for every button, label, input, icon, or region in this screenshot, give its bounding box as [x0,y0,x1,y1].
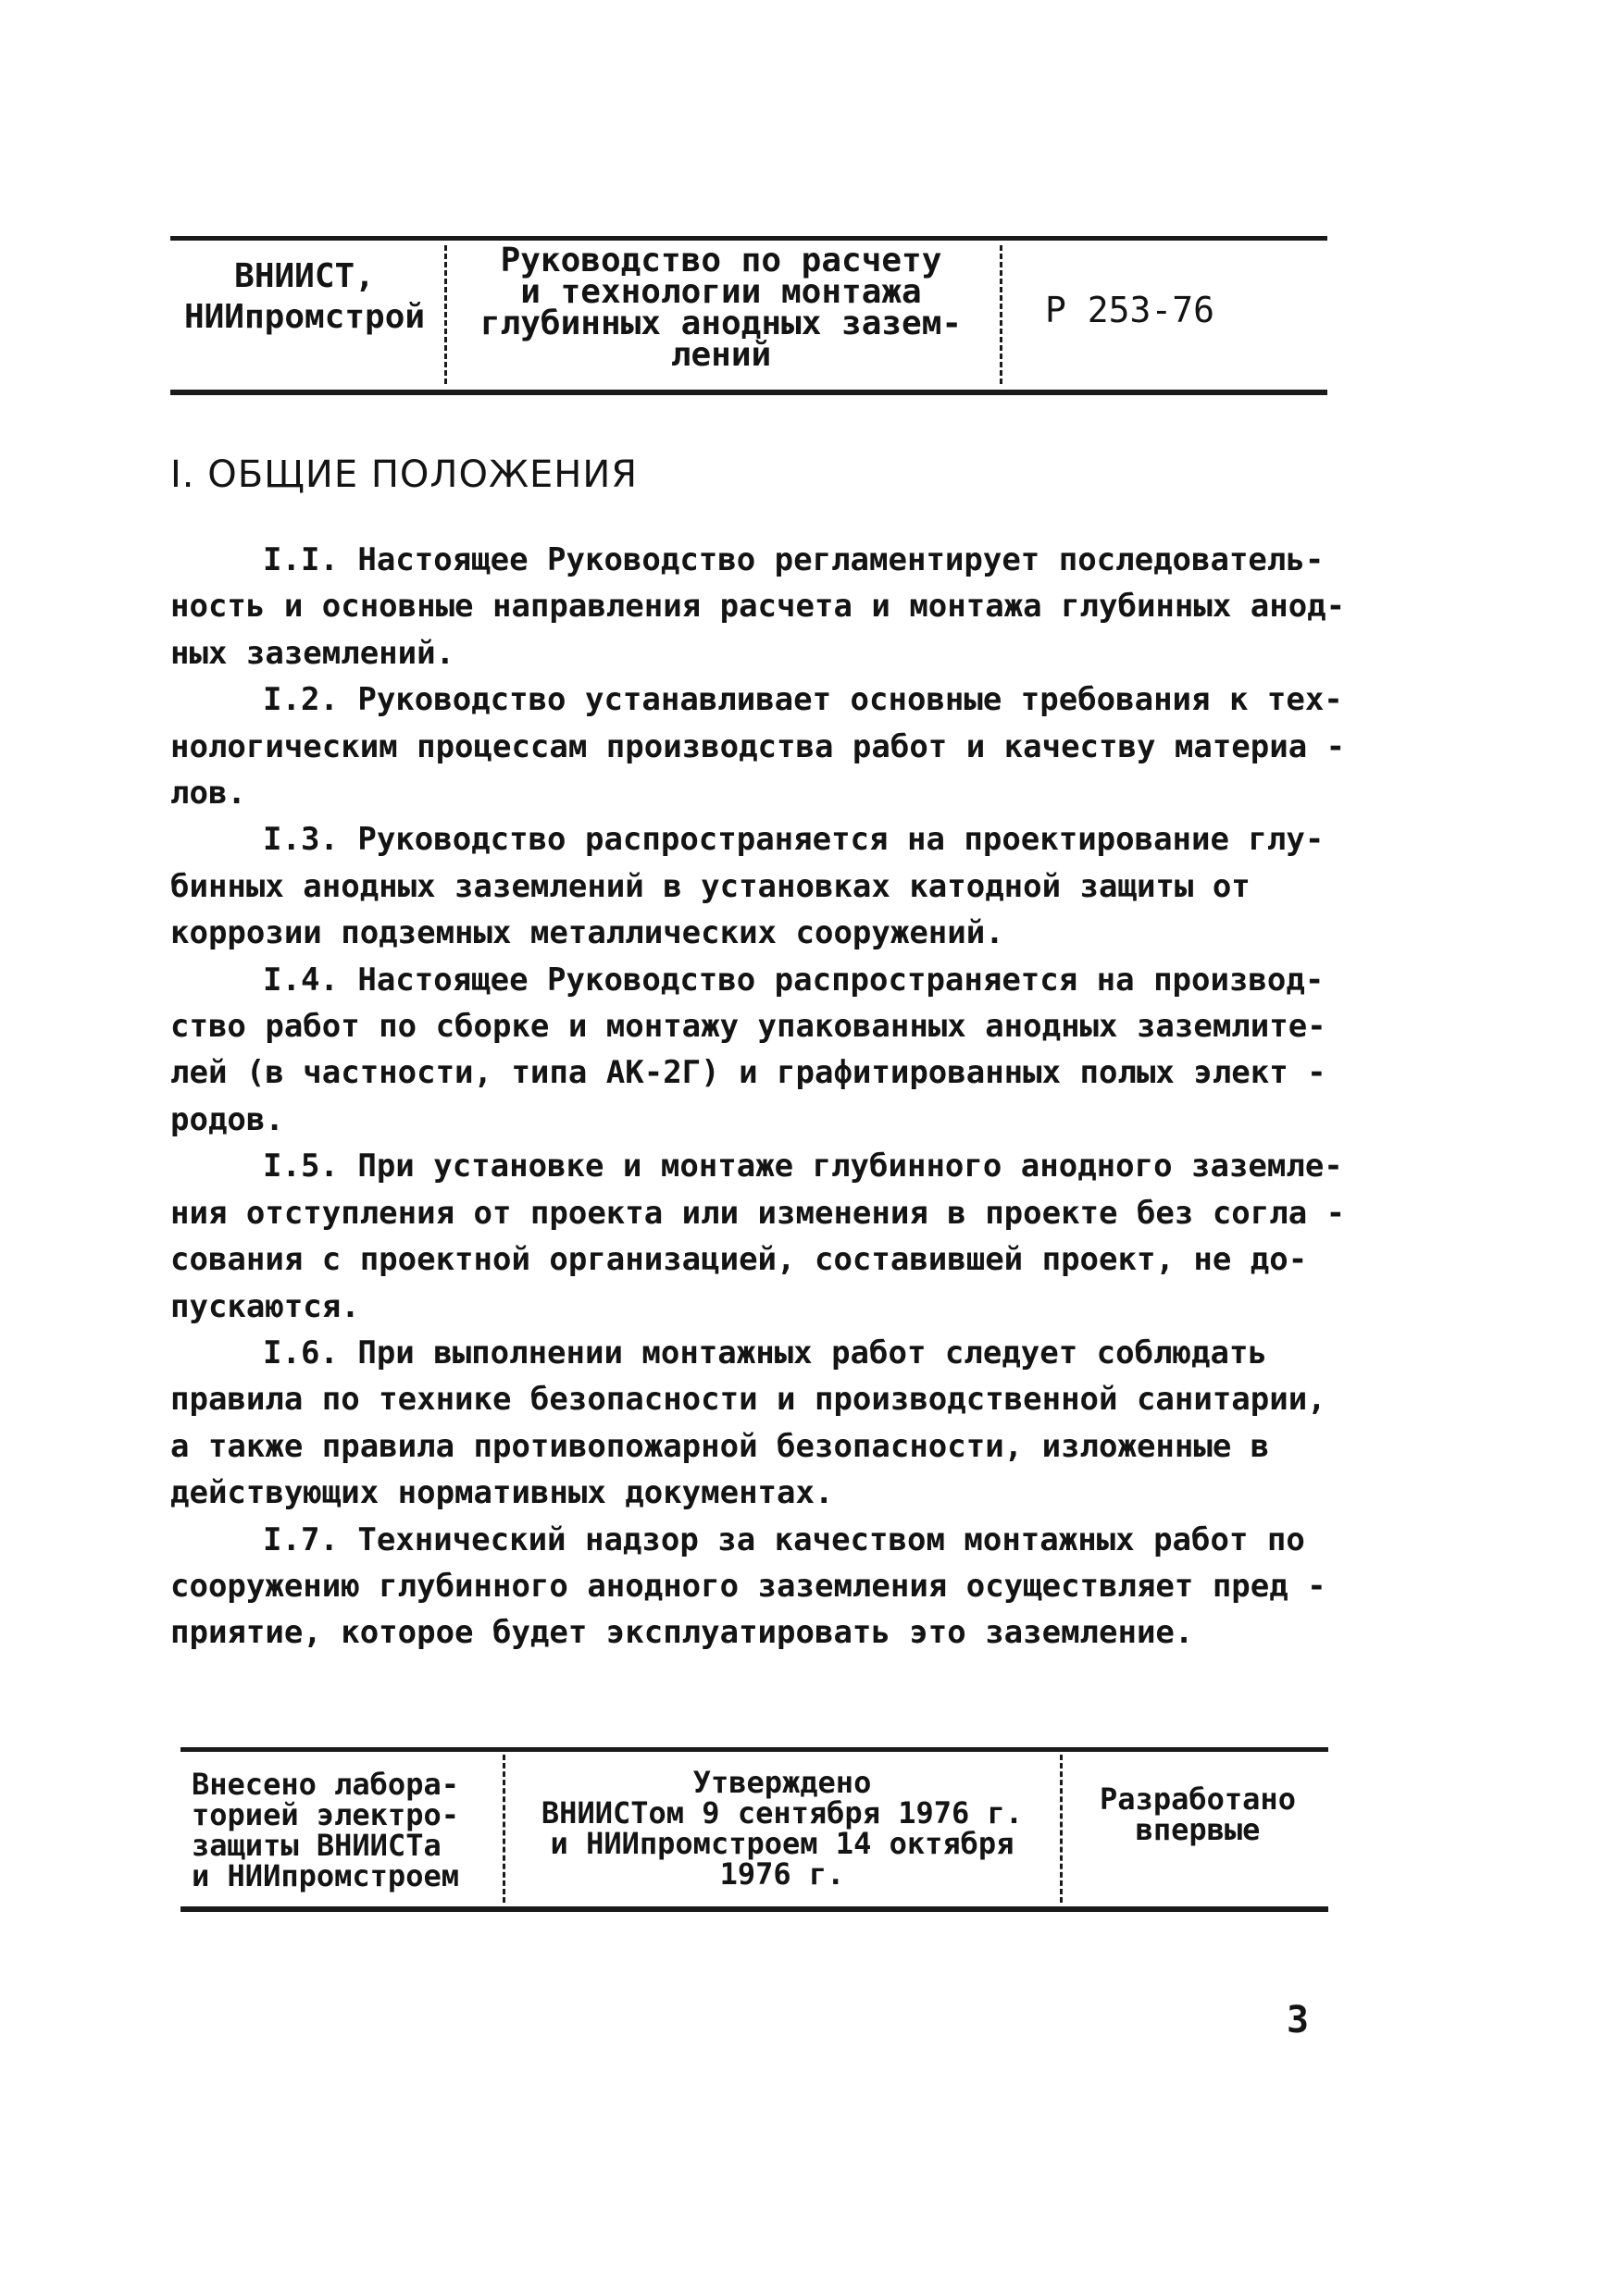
text-line: I.3. Руководство распространяется на проектирование глу- [263,821,1325,859]
footer-column-separator [1060,1755,1063,1903]
paragraph-1-6 [170,1330,1346,1517]
header-top-rule [170,236,1327,241]
text-line: родов. [170,1100,284,1138]
header-bottom-rule [170,390,1327,395]
footer-developed [1067,1781,1328,1847]
header-title-line: и технологии монтажа [520,273,922,311]
text-line: I.I. Настоящее Руководство регламентирует последователь- [263,541,1325,578]
header-title-line: лений [670,336,772,374]
text-line: ность и основные направления расчета и монтажа глубинных анод- [170,588,1346,626]
footer-line: впервые [1135,1812,1261,1847]
paragraph-1-4 [170,957,1346,1144]
footer-bottom-rule [180,1906,1328,1912]
header-document-title [453,242,989,374]
header-org-line: НИИпромстрой [183,298,426,336]
footer-line: Внесено лабора- [192,1767,459,1802]
text-line: нологическим процессам производства работ и качеству материа - [170,727,1346,765]
text-line: сования с проектной организацией, составившей проект, не до- [170,1241,1308,1279]
header-title-line: глубинных анодных зазем- [479,304,963,342]
footer-introduced-by [192,1769,497,1892]
paragraph-1-5 [170,1143,1346,1330]
text-line: ния отступления от проекта или изменения в проекте без согла - [170,1194,1346,1232]
text-line: I.6. При выполнении монтажных работ следует соблюдать [263,1334,1267,1371]
text-line: лов. [170,775,246,813]
footer-line: защиты ВНИИСТа [192,1828,442,1863]
paragraph-1-3 [170,816,1346,956]
footer-line: Разработано [1100,1781,1296,1817]
text-line: сооружению глубинного анодного заземления осуществляет пред - [170,1567,1326,1605]
text-line: I.5. При установке и монтаже глубинного анодного заземле- [263,1148,1343,1185]
text-line: коррозии подземных металлических сооружений. [170,914,1004,952]
header-column-separator [1000,245,1002,384]
text-line: лей (в частности, типа АК-2Г) и графитированных полых элект - [170,1054,1326,1092]
section-heading: I. ОБЩИЕ ПОЛОЖЕНИЯ [170,453,639,496]
body-text [170,537,1346,1657]
text-line: действующих нормативных документах. [170,1474,834,1512]
header-column-separator [444,245,447,384]
page-number: 3 [1287,1999,1310,2042]
text-line: ных заземлений. [170,634,455,672]
paragraph-1-1 [170,537,1346,676]
footer-line: и НИИпромстроем 14 октября [550,1826,1014,1861]
text-line: бинных анодных заземлений в установках катодной защиты от [170,867,1251,905]
footer-approved [509,1765,1055,1892]
text-line: I.7. Технический надзор за качеством монтажных работ по [263,1520,1305,1558]
header-org-line: ВНИИСТ, [234,257,375,295]
text-line: пускаются. [170,1287,360,1325]
text-line: ство работ по сборке и монтажу упакованных анодных заземлите- [170,1008,1326,1046]
text-line: I.2. Руководство устанавливает основные требования к тех- [263,681,1343,719]
paragraph-1-2 [170,676,1346,816]
paragraph-1-7 [170,1517,1346,1657]
text-line: правила по технике безопасности и производственной санитарии, [170,1381,1326,1419]
footer-line: и НИИпромстроем [192,1858,459,1893]
footer-line: торией электро- [192,1797,459,1832]
footer-line: Утверждено [692,1765,872,1800]
header-document-code: Р 253-76 [1045,290,1215,330]
document-footer-block [180,1747,1328,1914]
text-line: приятие, которое будет эксплуатировать это заземление. [170,1614,1194,1652]
header-organization [170,256,439,338]
text-line: I.4. Настоящее Руководство распространяется на производ- [263,961,1325,999]
header-title-line: Руководство по расчету [500,242,942,279]
document-header-block [170,236,1327,393]
footer-column-separator [503,1755,505,1903]
text-line: а также правила противопожарной безопасности, изложенные в [170,1427,1270,1465]
footer-line: 1976 г. [719,1856,845,1892]
footer-line: ВНИИСТом 9 сентября 1976 г. [541,1795,1024,1831]
footer-top-rule [180,1747,1328,1752]
